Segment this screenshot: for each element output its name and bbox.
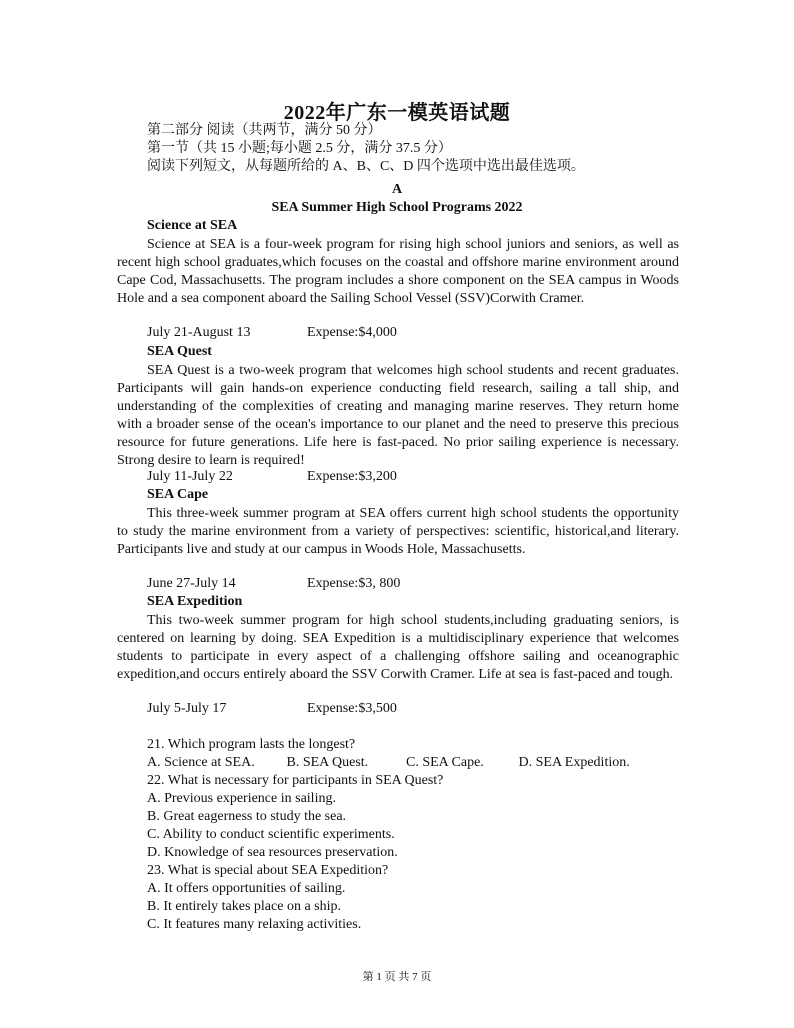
program-body-science-at-sea: Science at SEA is a four-week program for rising high school juniors and seniors, as well as recent high school graduates,which focuses on the coastal and offshore marine environment around Cape Cod, Massachusetts. The program includes a shore component on the SEA campus in Woods Hole and a sea component aboard the Sailing School Vessel (SSV)Corwith Cramer. — [117, 237, 679, 306]
question-23-option-a: A. It offers opportunities of sailing. — [147, 881, 346, 896]
program-heading-sea-expedition: SEA Expedition — [147, 594, 243, 609]
program-expense: Expense:$3,500 — [307, 701, 397, 716]
question-22-option-a: A. Previous experience in sailing. — [147, 791, 336, 806]
question-23-option-b: B. It entirely takes place on a ship. — [147, 899, 341, 914]
program-dates: July 5-July 17 — [147, 701, 227, 716]
program-expense: Expense:$3, 800 — [307, 576, 401, 591]
option-a: A. Science at SEA. — [147, 755, 255, 770]
program-meta-sea-quest — [147, 469, 397, 485]
question-23-option-c: C. It features many relaxing activities. — [147, 917, 362, 932]
program-expense: Expense:$3,200 — [307, 469, 397, 484]
question-21-stem: 21. Which program lasts the longest? — [147, 737, 356, 752]
program-meta-science-at-sea — [147, 325, 397, 341]
option-b: B. SEA Quest. — [286, 755, 369, 770]
program-expense: Expense:$4,000 — [307, 325, 397, 340]
question-22-option-b: B. Great eagerness to study the sea. — [147, 809, 347, 824]
page-footer: 第 1 页 共 7 页 — [362, 971, 432, 983]
program-meta-sea-cape — [147, 576, 401, 592]
program-body-sea-cape: This three-week summer program at SEA offers current high school students the opportunity to study the marine environment from a variety of perspectives: scientific, historical,and literary. Participants live and study at our campus in Woods Hole, Massachusetts. — [117, 506, 679, 557]
question-22-stem: 22. What is necessary for participants in SEA Quest? — [147, 773, 444, 788]
question-22-option-c: C. Ability to conduct scientific experiments. — [147, 827, 395, 842]
question-22-option-d: D. Knowledge of sea resources preservation. — [147, 845, 398, 860]
program-heading-sea-cape: SEA Cape — [147, 487, 209, 502]
section-letter: A — [391, 182, 403, 197]
intro-line-3: 阅读下列短文，从每题所给的 A、B、C、D 四个选项中选出最佳选项。 — [147, 159, 585, 174]
question-23-stem: 23. What is special about SEA Expedition? — [147, 863, 389, 878]
program-dates: June 27-July 14 — [147, 576, 236, 591]
program-heading-science-at-sea: Science at SEA — [147, 218, 238, 233]
program-body-sea-quest: SEA Quest is a two-week program that welcomes high school students and recent graduates. Participants will gain hands-on experience conducting field research, sailing a tall ship, and understanding of the complexities of creating and managing marine reserves. They return home with a broader sense of the ocean's importance to our planet and the need to preserve this precious resource for future generations. Life here is fast-paced. No prior sailing experience is necessary. Strong desire to learn is required! — [117, 363, 679, 468]
program-meta-sea-expedition — [147, 701, 397, 717]
program-dates: July 21-August 13 — [147, 325, 251, 340]
program-heading-sea-quest: SEA Quest — [147, 344, 212, 359]
document-title: 2022年广东一模英语试题 — [283, 102, 511, 124]
program-dates: July 11-July 22 — [147, 469, 233, 484]
intro-line-2: 第一节（共 15 小题;每小题 2.5 分，满分 37.5 分） — [147, 141, 452, 156]
option-c: C. SEA Cape. — [406, 755, 484, 770]
option-d: D. SEA Expedition. — [518, 755, 630, 770]
question-21-options — [147, 755, 630, 771]
passage-title: SEA Summer High School Programs 2022 — [271, 200, 523, 215]
intro-line-1: 第二部分 阅读（共两节，满分 50 分） — [147, 123, 382, 138]
program-body-sea-expedition: This two-week summer program for high school students,including graduating seniors, is centered on learning by doing. SEA Expedition is a multidisciplinary experience that welcomes students to participate in every aspect of a challenging offshore sailing and oceanographic expedition,and occurs entirely aboard the SSV Corwith Cramer. Life at sea is fast-paced and tough. — [117, 613, 679, 682]
